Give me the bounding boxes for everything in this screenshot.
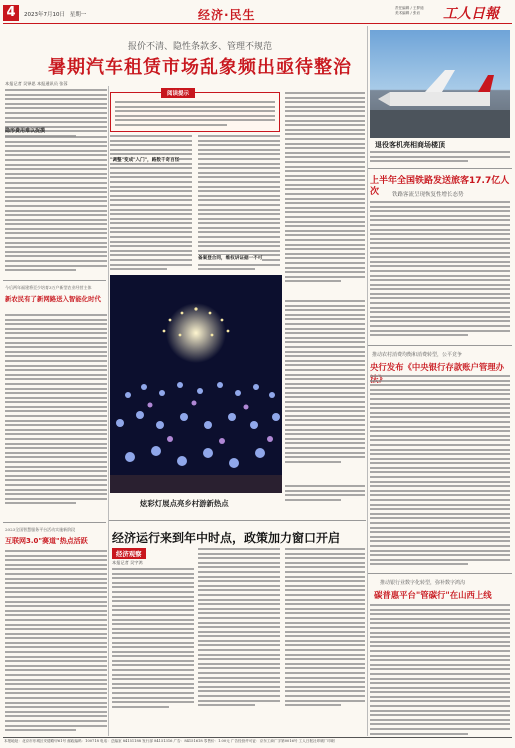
lead-body-col5 — [285, 300, 365, 465]
central-bank-kicker: 推动农村消费均衡和消费转型，公平竞争 — [372, 352, 463, 358]
issue-date — [24, 10, 86, 18]
right-divider-3 — [368, 573, 512, 574]
editor-line-2: 美术编辑 / 张岩 — [395, 10, 421, 15]
header-rule — [3, 23, 512, 24]
festival-caption: 炫彩灯展点亮乡村游新热点 — [140, 499, 229, 508]
aircraft-photo-text — [370, 151, 510, 165]
editor-credits — [395, 6, 424, 15]
left-divider-2 — [3, 522, 106, 523]
reading-tip-box — [110, 92, 280, 132]
carbon-headline: 碳普惠平台"管碳行"在山西上线 — [374, 590, 492, 600]
col-divider-left — [108, 86, 109, 736]
railway-subhead: 铁路客流呈现恢复性增长态势 — [392, 192, 464, 198]
central-bank-body — [370, 375, 510, 568]
lead-body-col4 — [285, 92, 365, 285]
farmers-kicker: 今后两年福建将至少培育3万户新型农业经营主体 — [5, 285, 92, 290]
central-bank-headline: 央行发布《中央银行存款账户管理办 — [370, 362, 504, 372]
right-divider-1 — [368, 168, 512, 169]
subhead-contracts: 备案登合同，维权讲证据一不可 — [198, 256, 263, 261]
bottom-body-col3 — [285, 548, 365, 709]
bottom-body-col1 — [112, 568, 194, 710]
internet-kicker: 2023全国智慧服务平台活动实施新阶段 — [5, 527, 76, 532]
light-festival-image — [110, 275, 282, 493]
footer-text: 本报地址：北京市东城区安德路甲61号 邮政编码：100718 电话：总编室 84151188 发行部 84151316 广告：84151618 零售价：1.00元 广告经营许可证：京东工商广字第0016号 工人日报社印刷厂印刷 — [4, 739, 335, 743]
editor-line-1: 责任编辑 / 王梦迪 — [395, 6, 424, 10]
railway-body — [370, 201, 510, 339]
farmers-body — [5, 314, 107, 507]
lead-headline: 暑期汽车租赁市场乱象频出亟待整治 — [48, 57, 352, 78]
bottom-divider — [108, 520, 366, 521]
aircraft-photo — [370, 30, 510, 138]
farmers-headline: 新农民有了新网路送入智能化时代 — [5, 295, 101, 303]
railway-headline: 上半年全国铁路发送旅客17.7亿人次 — [370, 176, 510, 197]
lead-body-col3 — [198, 135, 280, 273]
internet-body — [5, 550, 107, 734]
bottom-headline: 经济运行来到年中时点，政策加力窗口开启 — [112, 531, 341, 545]
subhead-hidden-fees: 隐形费用难以捉摸 — [5, 128, 46, 134]
right-divider-2 — [368, 345, 512, 346]
newspaper-logo: 工人日報 — [443, 6, 499, 22]
bottom-body-col2 — [198, 548, 280, 709]
left-divider-1 — [3, 280, 106, 281]
lead-body-col2 — [110, 135, 192, 273]
aircraft-photo-caption: 退役客机亮相商场楼顶 — [375, 141, 445, 149]
festival-caption-text — [285, 485, 365, 503]
light-festival-photo — [110, 275, 282, 493]
internet-headline: 互联网3.0"赛道"热点活跃 — [5, 537, 88, 545]
carbon-body — [370, 604, 510, 737]
reading-tip-label: 阅读提示 — [161, 88, 195, 98]
page-number: 4 — [6, 5, 16, 20]
reading-tip-text — [115, 101, 275, 129]
weekday-text: 星期一 — [69, 12, 87, 18]
date-text: 2023年7月10日 — [24, 12, 65, 18]
subhead-tricks: "调整"变成"入门"，路数千奇百怪 — [110, 158, 180, 163]
lead-byline: 本报记者 吴铎思 本报通讯员 张蓉 — [5, 81, 68, 86]
bottom-byline: 本报记者 吴宇鸿 — [112, 560, 143, 565]
footer-rule — [3, 737, 512, 738]
lead-kicker: 报价不清、隐性条款多、管理不规范 — [127, 42, 272, 52]
lead-body-col1b — [5, 136, 107, 274]
aircraft-icon — [370, 30, 510, 138]
section-title: 经济·民生 — [198, 8, 256, 22]
economy-tag: 经济观察 — [112, 548, 146, 559]
carbon-kicker: 推动银行业数字化转型，弥补数字鸿沟 — [380, 580, 466, 586]
col-divider-right — [367, 26, 368, 736]
